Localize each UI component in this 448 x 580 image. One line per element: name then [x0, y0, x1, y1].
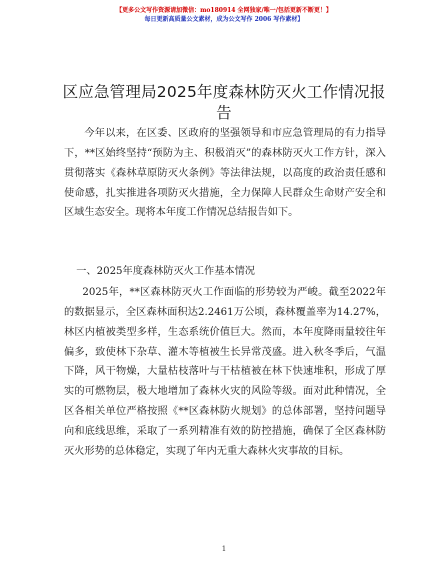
promo-banner-line-1: 【更多公文写作资源请加微信：mo180914 全网独家/唯一/包括更新不断更！】 [116, 7, 332, 14]
section-heading: 一、2025年度森林防灭火工作基本情况 [76, 266, 255, 277]
intro-paragraph: 今年以来，在区委、区政府的坚强领导和市应急管理局的有力指导下，**区始终坚持“预防为主、积极消灭”的森林防灭火工作方针，深入贯彻落实《森林草原防灭火条例》等法律法规，以高度的政治责任感和使命感，扎实推进各项防灭火措施，全力保障人民群众生命财产安全和区域生态安全。现将本年度工作情况总结报告如下。 [64, 128, 386, 219]
promo-banner [0, 6, 448, 24]
section-paragraph: 2025年，**区森林防灭火工作面临的形势较为严峻。截至2022年的数据显示，全区森林面积达2.2461万公顷，森林覆盖率为14.27%，林区内植被类型多样，生态系统价值巨大。然而，本年度降雨量较往年偏多，致使林下杂草、灌木等植被生长异常茂盛。进入秋冬季后，气温下降，风干物燥，大量枯枝落叶与干枯植被在林下快速堆积，形成了厚实的可燃物层，极大地增加了森林火灾的风险等级。面对此种情况，全区各相关单位严格按照《**区森林防火规划》的总体部署，坚持问题导向和底线思维，采取了一系列精准有效的防控措施，确保了全区森林防灭火形势的总体稳定，实现了年内无重大森林火灾事故的目标。 [64, 287, 386, 457]
promo-banner-line-2: 每日更新高质量公文素材，成为公文写作 2006 写作素材】 [144, 16, 304, 23]
page-number: 1 [221, 545, 227, 553]
document-title: 区应急管理局2025年度森林防灭火工作情况报告 [62, 83, 386, 122]
